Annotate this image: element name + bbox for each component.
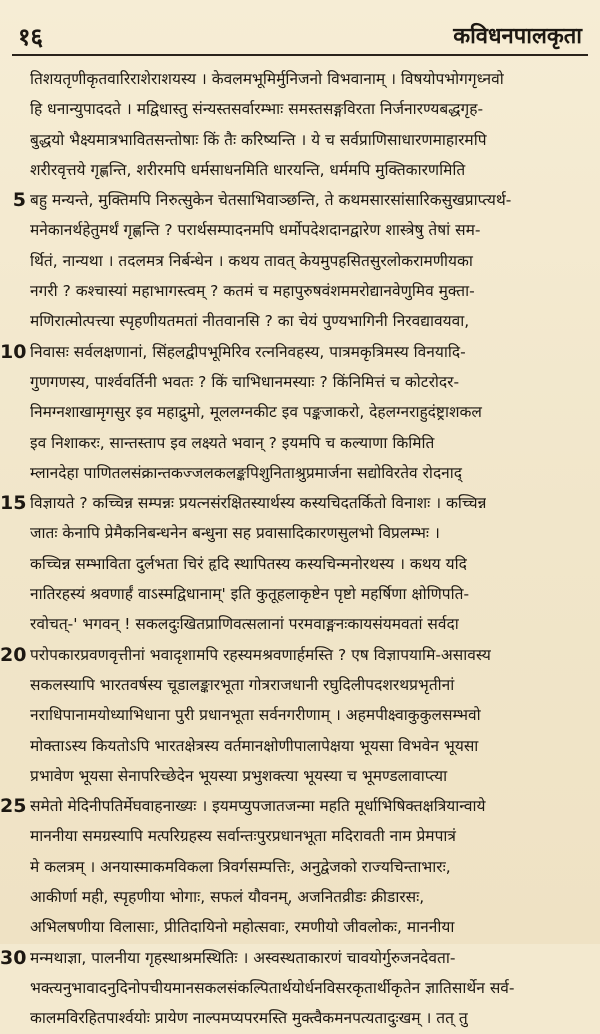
line-text: मे कलत्रम् । अनयास्माकमविकला त्रिवर्गसम्पत्तिः, अनुद्वेजको राज्यचिन्ताभारः, bbox=[30, 857, 451, 876]
line-text: रवोचत्-' भगवन् ! सकलदुःखितप्राणिवत्सलानां परमवाङ्मनःकायसंयमवतां सर्वदा bbox=[30, 615, 459, 634]
line-text: मणिरात्मोत्पत्त्या स्पृहणीयतमतां नीतवानसि ? का चेयं पुण्यभागिनी निरवद्यावयवा, bbox=[30, 312, 470, 331]
line-text: आकीर्णा मही, स्पृहणीया भोगाः, सफलं यौवनम्, अजनितव्रीडः क्रीडारसः, bbox=[30, 888, 425, 907]
text-line bbox=[30, 973, 588, 1003]
text-line bbox=[30, 155, 588, 185]
text-line bbox=[30, 882, 588, 912]
line-text: समेतो मेदिनीपतिर्मेघवाहनाख्यः । इयमप्युपजातजन्मा महति मूर्धाभिषिक्तक्षत्रियान्वाये bbox=[30, 797, 486, 816]
line-text: भक्त्यनुभावादनुदिनोपचीयमानसकलसंकल्पितार्थयोर्धनविसरकृतार्थीकृतेन ज्ञातिसार्थेन सर्व- bbox=[30, 978, 515, 997]
text-line bbox=[30, 367, 588, 397]
line-number: 20 bbox=[0, 643, 27, 666]
line-text: गुणगणस्य, पार्श्ववर्तिनी भवतः ? किं चाभिधानमस्याः ? किंनिमित्तं च कोटरोदर- bbox=[30, 372, 460, 391]
text-line bbox=[30, 579, 588, 609]
running-title: कविधनपालकृता bbox=[453, 24, 582, 49]
line-text: शरीरवृत्तये गृह्णन्ति, शरीरमपि धर्मसाधनमिति धारयन्ति, धर्ममपि मुक्तिकारणमिति bbox=[30, 160, 466, 179]
text-line bbox=[30, 64, 588, 94]
line-text: मोक्ताऽस्य कियतोऽपि भारतक्षेत्रस्य वर्तमानक्षोणीपालापेक्षया भूयसा विभवेन भूयसा bbox=[30, 736, 479, 755]
line-text: माननीया समग्रस्यापि मत्परिग्रहस्य सर्वान्तःपुरप्रधानभूता मदिरावती नाम प्रेमपात्रं bbox=[30, 827, 456, 846]
text-line bbox=[30, 306, 588, 336]
text-line bbox=[30, 246, 588, 276]
page-number: १६ bbox=[18, 23, 43, 51]
line-number: 30 bbox=[0, 946, 27, 969]
line-text: नातिरहस्यं श्रवणार्हं वाऽस्मद्विधानाम्' इति कुतूहलाकृष्टेन पृष्टो महर्षिणा क्षोणिपति- bbox=[30, 585, 470, 604]
page-body-text bbox=[0, 64, 588, 1034]
line-text: अभिलषणीया विलासाः, प्रीतिदायिनो महोत्सवाः, रमणीयो जीवलोकः, माननीया bbox=[30, 918, 455, 937]
line-text: इव निशाकरः, सान्तस्ताप इव लक्ष्यते भवान् ? इयमपि च कल्याणा किमिति bbox=[30, 433, 435, 452]
text-line bbox=[30, 609, 588, 639]
line-text: प्रभावेण भूयसा सेनापरिच्छेदेन भूयस्या प्रभुशक्त्या भूयस्या च भूमण्डलावाप्त्या bbox=[30, 766, 448, 785]
text-line bbox=[0, 488, 588, 518]
line-text: मन्मथाज्ञा, पालनीया गृहस्थाश्रमस्थितिः । अस्वस्थताकारणं चावयोर्गुरुजनदेवता- bbox=[30, 948, 456, 967]
text-line bbox=[0, 943, 588, 973]
text-line bbox=[30, 397, 588, 427]
line-text: नराधिपानामयोध्याभिधाना पुरी प्रधानभूता सर्वनगरीणाम् । अहमपीक्ष्वाकुकुलसम्भवो bbox=[30, 706, 481, 725]
line-number: 5 bbox=[12, 189, 26, 212]
text-line bbox=[0, 337, 588, 367]
line-text: परोपकारप्रवणवृत्तीनां भवादृशामपि रहस्यमश्रवणार्हमस्ति ? एष विज्ञापयामि-असावस्य bbox=[30, 645, 491, 664]
text-line bbox=[30, 821, 588, 851]
text-line bbox=[30, 215, 588, 245]
line-text: हि धनान्युपाददते । मद्विधास्तु संन्यस्तसर्वारम्भाः समस्तसङ्गविरता निर्जनारण्यबद्धगृह- bbox=[30, 100, 484, 119]
line-text: मनेकानर्थहेतुमर्थं गृह्णन्ति ? परार्थसम्पादनमपि धर्मोपदेशदानद्वारेण शास्त्रेषु तेषां सम- bbox=[30, 221, 481, 240]
line-number: 15 bbox=[0, 492, 27, 515]
text-line bbox=[12, 185, 588, 215]
text-line bbox=[30, 94, 588, 124]
text-line bbox=[0, 791, 588, 821]
text-line bbox=[30, 912, 588, 942]
text-line bbox=[30, 670, 588, 700]
text-line bbox=[30, 276, 588, 306]
line-number: 25 bbox=[0, 795, 27, 818]
line-text: तिशयतृणीकृतवारिराशेराशयस्य । केवलमभूमिर्मुनिजनो विभवानाम् । विषयोपभोगगृध्नवो bbox=[30, 70, 504, 88]
line-text: निवासः सर्वलक्षणानां, सिंहलद्वीपभूमिरिव रत्ननिवहस्य, पात्रमकृत्रिमस्य विनयादि- bbox=[30, 342, 466, 361]
line-text: निमग्नशाखामृगसुर इव महाद्रुमो, मूललग्नकीट इव पङ्कजाकरो, देहलग्नराहुदंष्ट्राशकल bbox=[30, 403, 482, 422]
line-number: 10 bbox=[0, 340, 27, 363]
text-line bbox=[30, 549, 588, 579]
line-text: नगरी ? कश्चास्यां महाभागस्त्वम् ? कतमं च महापुरुषवंशममरोद्यानवेणुमिव मुक्ता- bbox=[30, 282, 475, 301]
line-text: जातः केनापि प्रेमैकनिबन्धनेन बन्धुना सह प्रवासादिकारणसुलभो विप्रलम्भः । bbox=[30, 524, 440, 543]
line-text: बुद्धयो भैक्ष्यमात्रभावितसन्तोषाः किं तैः करिष्यन्ति । ये च सर्वप्राणिसाधारणमाहारमपि bbox=[30, 130, 487, 149]
text-line bbox=[30, 731, 588, 761]
text-line bbox=[30, 458, 588, 488]
line-text: म्लानदेहा पाणितलसंक्रान्तकज्जलकलङ्कपिशुनिताश्रुप्रमार्जना सद्योविरतेव रोदनाद् bbox=[30, 463, 463, 482]
text-line bbox=[30, 125, 588, 155]
text-line bbox=[30, 428, 588, 458]
text-line bbox=[0, 640, 588, 670]
line-text: विज्ञायते ? कच्चिन्न सम्पन्नः प्रयत्नसंरक्षितस्यार्थस्य कस्यचिदतर्कितो विनाशः । कच्चिन्न bbox=[30, 494, 487, 513]
line-text: बहु मन्यन्ते, मुक्तिमपि निरुत्सुकेन चेतसाभिवाञ्छन्ति, ते कथमसारसांसारिकसुखप्राप्त्यर्थ- bbox=[30, 191, 512, 210]
page-header bbox=[12, 20, 588, 54]
line-text: सकलस्यापि भारतवर्षस्य चूडालङ्कारभूता गोत्रराजधानी रघुदिलीपदशरथप्रभृतीनां bbox=[30, 675, 455, 694]
line-text: कालमविरहितपार्श्वयोः प्रायेण नाल्पमप्यपरमस्ति मुक्त्वैकमनपत्यतादुःखम् । तत् तु bbox=[30, 1009, 468, 1028]
header-rule bbox=[12, 54, 588, 56]
line-text: र्थितं, नान्यथा । तदलमत्र निर्बन्धेन । कथय तावत् केयमुपहसितसुरलोकरामणीयका bbox=[30, 251, 473, 270]
text-line bbox=[30, 852, 588, 882]
text-line bbox=[30, 700, 588, 730]
text-line bbox=[30, 518, 588, 548]
text-line bbox=[30, 1003, 588, 1033]
line-text: कच्चिन्न सम्भाविता दुर्लभता चिरं हृदि स्थापितस्य कस्यचिन्मनोरथस्य । कथय यदि bbox=[30, 554, 467, 573]
text-line bbox=[30, 761, 588, 791]
